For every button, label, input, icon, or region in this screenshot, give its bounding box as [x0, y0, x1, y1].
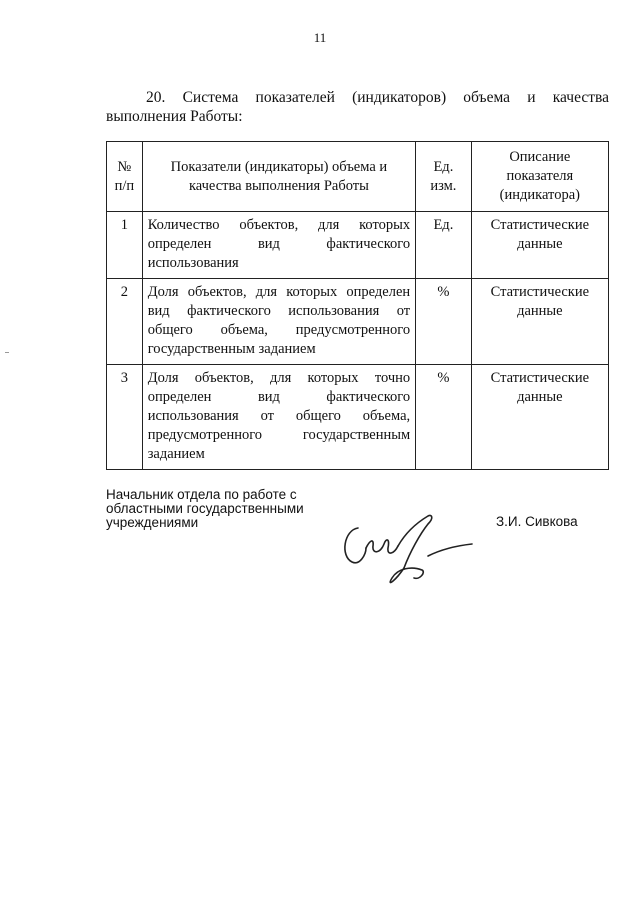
- header-unit: Ед. изм.: [416, 142, 472, 212]
- table-row: [107, 365, 609, 470]
- table-header-row: [107, 142, 609, 212]
- page-number: 11: [313, 30, 327, 45]
- header-description: Описание показателя (индикатора): [471, 142, 608, 212]
- row-description: Статистические данные: [471, 279, 608, 365]
- row-indicator: Доля объектов, для которых определен вид фактического использования от общего объема, предусмотренного государственным заданием: [142, 279, 415, 365]
- row-number: 1: [107, 212, 143, 279]
- row-unit: %: [416, 279, 472, 365]
- indicators-table: [106, 141, 609, 470]
- row-unit: Ед.: [416, 212, 472, 279]
- row-description: Статистические данные: [471, 365, 608, 470]
- row-indicator: Количество объектов, для которых определен вид фактического использования: [142, 212, 415, 279]
- header-indicator: Показатели (индикаторы) объема и качества выполнения Работы: [142, 142, 415, 212]
- row-number: 2: [107, 279, 143, 365]
- row-description: Статистические данные: [471, 212, 608, 279]
- row-number: 3: [107, 365, 143, 470]
- signer-position: Начальник отдела по работе с областными государственными учреждениями: [106, 487, 304, 530]
- handwritten-signature: [336, 508, 486, 598]
- table-row: [107, 212, 609, 279]
- row-unit: %: [416, 365, 472, 470]
- header-number: № п/п: [107, 142, 143, 212]
- row-indicator: Доля объектов, для которых точно определен вид фактического использования от общего объема, предусмотренного государственным заданием: [142, 365, 415, 470]
- signer-name: З.И. Сивкова: [496, 514, 578, 529]
- table-row: [107, 279, 609, 365]
- section-heading: 20. Система показателей (индикаторов) объема и качества выполнения Работы:: [106, 89, 609, 125]
- margin-mark: [5, 352, 9, 353]
